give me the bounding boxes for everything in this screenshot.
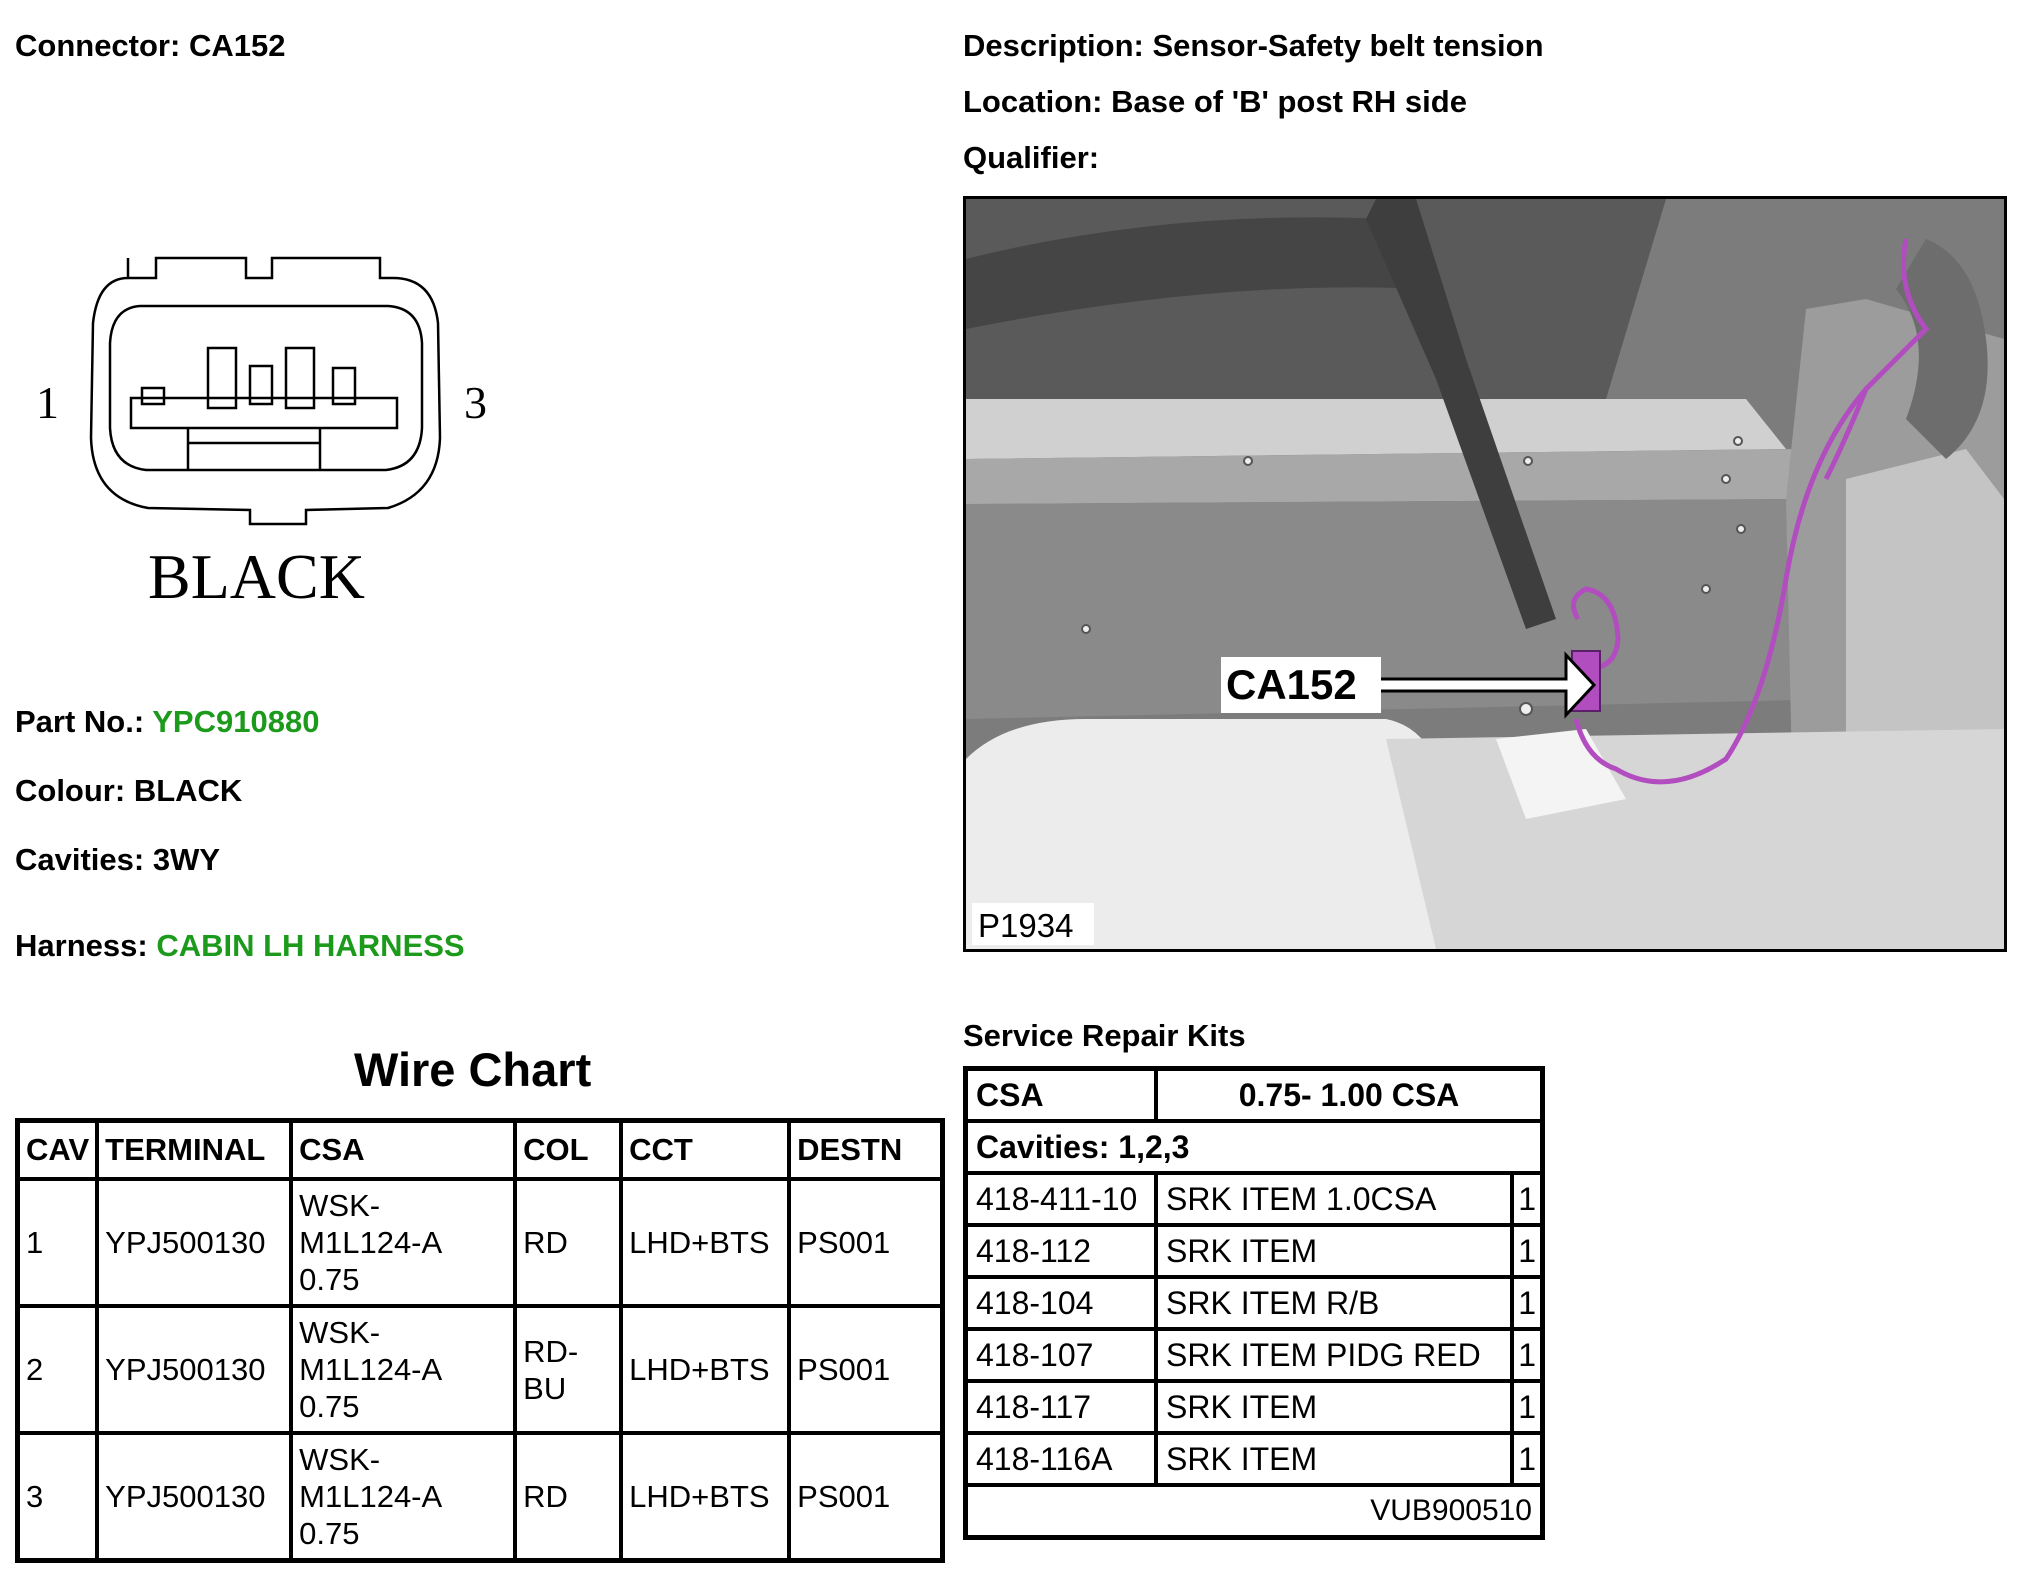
- kit-part-number: 418-112: [966, 1225, 1157, 1277]
- csa-line: M1L124-A: [299, 1225, 443, 1260]
- location-label: Location:: [963, 84, 1103, 119]
- kit-quantity: 1: [1512, 1329, 1542, 1381]
- kits-header-row: [966, 1069, 1543, 1122]
- column-header: DESTN: [789, 1121, 942, 1180]
- csa-line: WSK-: [299, 1442, 381, 1477]
- kit-description: SRK ITEM: [1156, 1433, 1512, 1485]
- kit-quantity: 1: [1512, 1433, 1542, 1485]
- colour-label: Colour:: [15, 773, 126, 808]
- pin-3-label: 3: [464, 377, 487, 428]
- csa-cell: [291, 1433, 515, 1561]
- kit-part-number: 418-411-10: [966, 1173, 1157, 1225]
- part-number: [15, 704, 319, 740]
- qualifier: [963, 140, 1099, 176]
- repair-kits-title: Service Repair Kits: [963, 1018, 1246, 1053]
- kit-description: SRK ITEM R/B: [1156, 1277, 1512, 1329]
- callout-label: CA152: [1226, 661, 1357, 708]
- kits-cavities: Cavities: 1,2,3: [966, 1121, 1543, 1173]
- table-row: [18, 1306, 943, 1433]
- column-header: TERMINAL: [97, 1121, 291, 1180]
- csa-line: 0.75: [299, 1516, 360, 1551]
- kit-part-number: 418-117: [966, 1381, 1157, 1433]
- kit-description: SRK ITEM PIDG RED: [1156, 1329, 1512, 1381]
- qualifier-label: Qualifier:: [963, 140, 1100, 175]
- harness: [15, 928, 465, 964]
- connector-id: [15, 28, 285, 64]
- terminal-cell: YPJ500130: [97, 1306, 291, 1433]
- kit-row: [966, 1381, 1543, 1433]
- cavities-label: Cavities:: [15, 842, 145, 877]
- description-value: Sensor-Safety belt tension: [1152, 28, 1544, 63]
- csa-line: M1L124-A: [299, 1479, 443, 1514]
- csa-line: 0.75: [299, 1262, 360, 1297]
- wire-chart-table: [15, 1118, 945, 1563]
- destn-cell: PS001: [789, 1306, 942, 1433]
- destn-cell: PS001: [789, 1179, 942, 1306]
- col-line: BU: [523, 1370, 567, 1406]
- kits-footer-row: [966, 1485, 1543, 1538]
- kit-quantity: 1: [1512, 1173, 1542, 1225]
- cavities: [15, 842, 220, 878]
- kit-quantity: 1: [1512, 1277, 1542, 1329]
- table-row: [18, 1179, 943, 1306]
- cct-cell: LHD+BTS: [621, 1306, 789, 1433]
- kits-cavities-row: [966, 1121, 1543, 1173]
- column-header: CAV: [18, 1121, 98, 1180]
- column-header: CCT: [621, 1121, 789, 1180]
- column-header: CSA: [291, 1121, 515, 1180]
- part-number-label: Part No.:: [15, 704, 145, 739]
- table-row: [18, 1433, 943, 1561]
- cct-cell: LHD+BTS: [621, 1433, 789, 1561]
- harness-label: Harness:: [15, 928, 148, 963]
- repair-kits-table: [963, 1066, 1545, 1540]
- col-cell: [515, 1433, 621, 1561]
- part-number-link[interactable]: YPC910880: [152, 704, 320, 739]
- cav-cell: 1: [18, 1179, 98, 1306]
- csa-line: WSK-: [299, 1315, 381, 1350]
- kit-row: [966, 1433, 1543, 1485]
- csa-cell: [291, 1306, 515, 1433]
- description-label: Description:: [963, 28, 1144, 63]
- col-line: RD: [523, 1479, 568, 1514]
- col-cell: [515, 1179, 621, 1306]
- location: [963, 84, 1467, 120]
- cct-cell: LHD+BTS: [621, 1179, 789, 1306]
- csa-line: 0.75: [299, 1389, 360, 1424]
- csa-label: CSA: [966, 1069, 1157, 1122]
- cavities-value: 3WY: [152, 842, 221, 877]
- kit-row: [966, 1277, 1543, 1329]
- colour: [15, 773, 242, 809]
- cav-cell: 2: [18, 1306, 98, 1433]
- connector-value: CA152: [188, 28, 286, 63]
- harness-link[interactable]: CABIN LH HARNESS: [156, 928, 465, 963]
- location-value: Base of 'B' post RH side: [1111, 84, 1467, 119]
- connector-terminal-bar: [131, 398, 397, 428]
- connector-colour-text: BLACK: [148, 541, 365, 612]
- location-photo: [963, 196, 2007, 952]
- kit-row: [966, 1173, 1543, 1225]
- kit-part-number: 418-104: [966, 1277, 1157, 1329]
- csa-line: M1L124-A: [299, 1352, 443, 1387]
- terminal-cell: YPJ500130: [97, 1433, 291, 1561]
- kit-quantity: 1: [1512, 1381, 1542, 1433]
- column-header: COL: [515, 1121, 621, 1180]
- col-line: RD: [523, 1225, 568, 1260]
- kit-reference: VUB900510: [966, 1485, 1543, 1538]
- kit-description: SRK ITEM 1.0CSA: [1156, 1173, 1512, 1225]
- kit-part-number: 418-116A: [966, 1433, 1157, 1485]
- table-header-row: [18, 1121, 943, 1180]
- terminal-cell: YPJ500130: [97, 1179, 291, 1306]
- csa-cell: [291, 1179, 515, 1306]
- destn-cell: PS001: [789, 1433, 942, 1561]
- description: [963, 28, 1544, 64]
- kit-description: SRK ITEM: [1156, 1381, 1512, 1433]
- col-cell: [515, 1306, 621, 1433]
- colour-value: BLACK: [133, 773, 243, 808]
- wire-chart-title: Wire Chart: [354, 1043, 592, 1096]
- connector-face-diagram: [28, 238, 508, 638]
- cav-cell: 3: [18, 1433, 98, 1561]
- connector-housing-outline: [91, 258, 440, 524]
- col-line: RD-: [523, 1333, 579, 1369]
- kit-row: [966, 1225, 1543, 1277]
- photo-reference: P1934: [978, 907, 1074, 944]
- kit-part-number: 418-107: [966, 1329, 1157, 1381]
- csa-value: 0.75- 1.00 CSA: [1156, 1069, 1543, 1122]
- kit-quantity: 1: [1512, 1225, 1542, 1277]
- csa-line: WSK-: [299, 1188, 381, 1223]
- kit-row: [966, 1329, 1543, 1381]
- connector-label: Connector:: [15, 28, 181, 63]
- location-photo-illustration: [966, 199, 2004, 949]
- pin-1-label: 1: [36, 377, 59, 428]
- kit-description: SRK ITEM: [1156, 1225, 1512, 1277]
